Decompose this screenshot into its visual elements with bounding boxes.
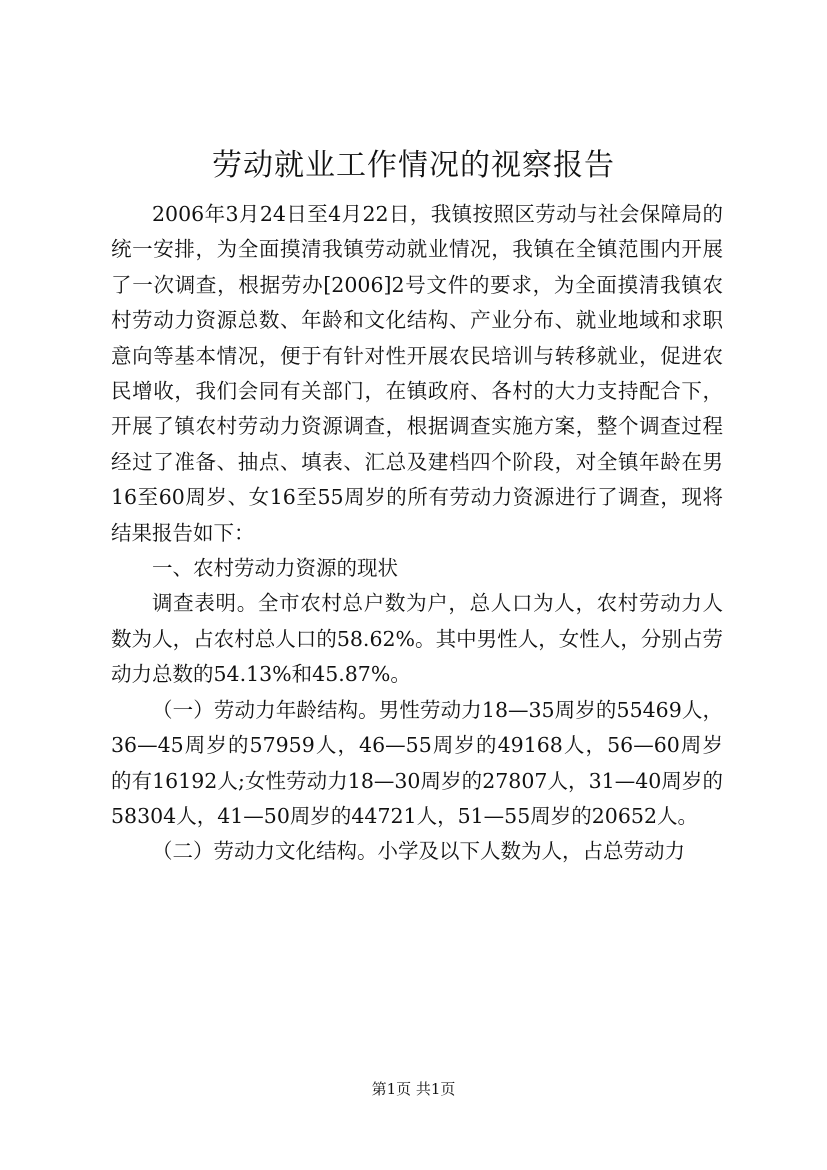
paragraph-intro: 2006年3月24日至4月22日，我镇按照区劳动与社会保障局的统一安排，为全面摸清我镇劳动就业情况，我镇在全镇范围内开展了一次调查，根据劳办[2006]2号文件的要求，为全面摸清我镇农村劳动力资源总数、年龄和文化结构、产业分布、就业地域和求职意向等基本情况，便于有针对性开展农民培训与转移就业，促进农民增收，我们会同有关部门，在镇政府、各村的大力支持配合下，开展了镇农村劳动力资源调查，根据调查实施方案，整个调查过程经过了准备、抽点、填表、汇总及建档四个阶段，对全镇年龄在男16至60周岁、女16至55周岁的所有劳动力资源进行了调查，现将结果报告如下：	[111, 202, 723, 545]
document-body	[111, 197, 723, 870]
paragraph-survey-result: 调查表明。全市农村总户数为户，总人口为人，农村劳动力人数为人，占农村总人口的58.62%。其中男性人，女性人，分别占劳动力总数的54.13%和45.87%。	[111, 591, 723, 687]
paragraph-age-structure: （一）劳动力年龄结构。男性劳动力18—35周岁的55469人，36—45周岁的57959人，46—55周岁的49168人，56—60周岁的有16192人;女性劳动力18—30周岁的27807人，31—40周岁的58304人，41—50周岁的44721人，51—55周岁的20652人。	[111, 697, 723, 828]
section-heading: 一、农村劳动力资源的现状	[152, 556, 398, 581]
paragraph-education-structure: （二）劳动力文化结构。小学及以下人数为人，占总劳动力	[152, 839, 685, 864]
document-title: 劳动就业工作情况的视察报告	[212, 148, 615, 183]
page-number-footer: 第1页 共1页	[371, 1080, 456, 1098]
